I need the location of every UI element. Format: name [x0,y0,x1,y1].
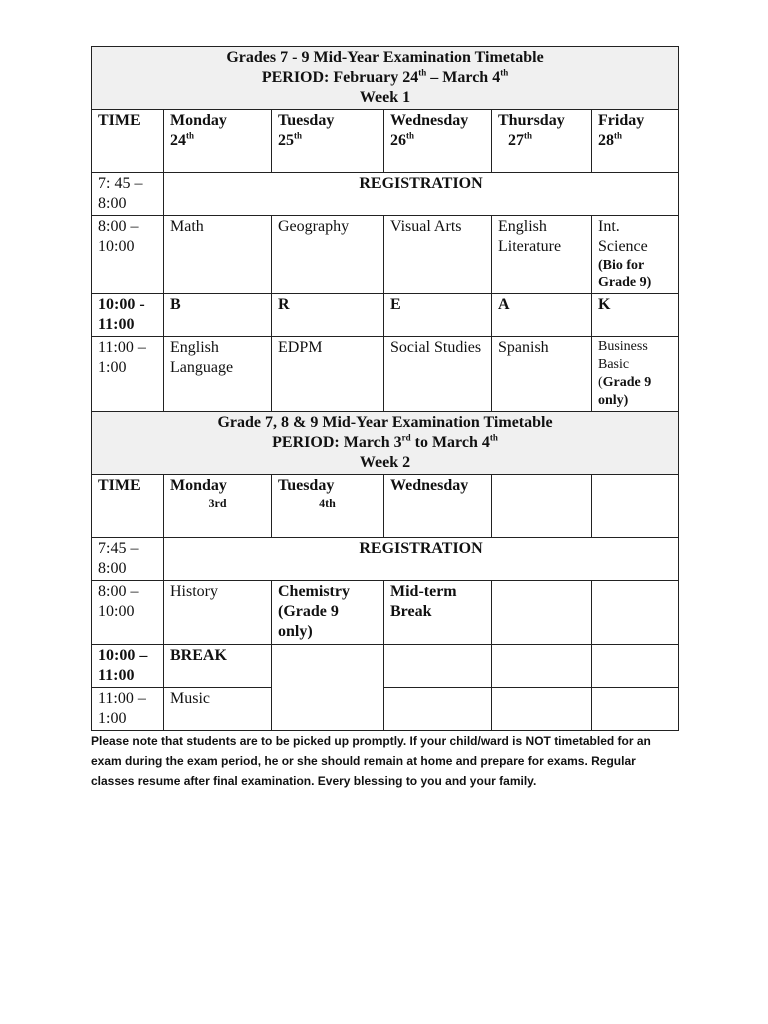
exam-cell: Social Studies [384,337,492,412]
day-header-friday: Friday 28th [592,110,679,173]
empty-cell [492,688,592,731]
exam-cell: Geography [272,216,384,294]
break-letter: A [492,294,592,337]
time-cell: 8:00 – 10:00 [92,581,164,645]
week1-slot2-row [92,337,679,412]
empty-cell [492,581,592,645]
day-header-tuesday: Tuesday 25th [272,110,384,173]
time-cell: 10:00 - 11:00 [92,294,164,337]
week1-registration-row [92,173,679,216]
timetable [91,46,679,731]
footer-note: Please note that students are to be picked up promptly. If your child/ward is NOT timetabled for an exam during the exam period, he or she should remain at home and prepare for exams. Regular classes resume after final examination. Every blessing to you and your family. [91,734,651,788]
week1-title: Grades 7 - 9 Mid-Year Examination Timetable [226,49,544,66]
week2-title: Grade 7, 8 & 9 Mid-Year Examination Timetable [217,414,553,431]
week1-heading [92,47,679,110]
time-cell: 8:00 – 10:00 [92,216,164,294]
week1-label: Week 1 [359,89,411,106]
day-header-tuesday: Tuesday 4th [272,475,384,538]
exam-cell: English Literature [492,216,592,294]
week2-period: PERIOD: March 3rd to March 4th [272,432,498,451]
time-cell: 7:45 – 8:00 [92,538,164,581]
week1-break-row [92,294,679,337]
time-cell: 11:00 – 1:00 [92,688,164,731]
exam-cell: Visual Arts [384,216,492,294]
time-cell: 10:00 – 11:00 [92,645,164,688]
time-header: TIME [92,475,164,538]
week2-break-row [92,645,679,688]
exam-cell: Spanish [492,337,592,412]
exam-cell: Math [164,216,272,294]
empty-cell [592,688,679,731]
exam-cell: Chemistry (Grade 9 only) [272,581,384,645]
week1-days-row [92,110,679,173]
empty-cell [272,645,384,731]
week2-slot2-row [92,688,679,731]
empty-cell [592,645,679,688]
break-letter: E [384,294,492,337]
break-letter: K [592,294,679,337]
day-header-monday: Monday 24th [164,110,272,173]
week2-label: Week 2 [359,454,411,471]
exam-cell: History [164,581,272,645]
day-header-thursday: Thursday 27th [492,110,592,173]
exam-cell: Int. Science (Bio for Grade 9) [592,216,679,294]
break-cell: BREAK [164,645,272,688]
break-letter: R [272,294,384,337]
time-header: TIME [92,110,164,173]
registration-cell: REGISTRATION [164,173,679,216]
exam-cell: Mid-term Break [384,581,492,645]
exam-cell: Music [164,688,272,731]
day-header-wednesday: Wednesday 26th [384,110,492,173]
timetable-page [91,46,678,791]
week2-slot1-row [92,581,679,645]
day-header-monday: Monday 3rd [164,475,272,538]
exam-note: (Bio for Grade 9) [598,258,652,290]
time-cell: 7: 45 – 8:00 [92,173,164,216]
exam-cell: English Language [164,337,272,412]
week2-heading [92,412,679,475]
registration-cell: REGISTRATION [164,538,679,581]
week1-heading-row [92,47,679,110]
empty-cell [592,475,679,538]
week2-days-row [92,475,679,538]
empty-cell [592,581,679,645]
exam-cell: EDPM [272,337,384,412]
break-letter: B [164,294,272,337]
week2-heading-row [92,412,679,475]
empty-cell [492,475,592,538]
week1-period: PERIOD: February 24th – March 4th [261,67,509,86]
time-cell: 11:00 – 1:00 [92,337,164,412]
day-header-wednesday: Wednesday [384,475,492,538]
empty-cell [384,645,492,688]
empty-cell [492,645,592,688]
exam-cell: Business Basic (Grade 9 only) [592,337,679,412]
empty-cell [384,688,492,731]
week1-slot1-row [92,216,679,294]
week2-registration-row [92,538,679,581]
